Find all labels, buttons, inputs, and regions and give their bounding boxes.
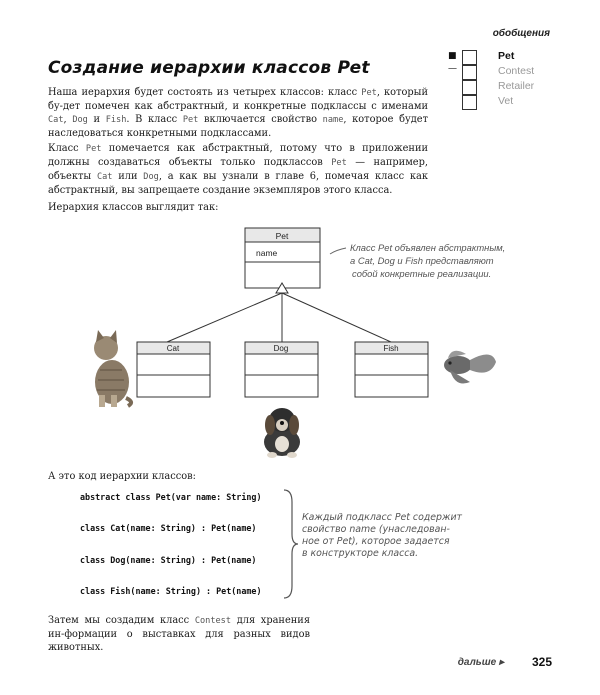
page-heading: Создание иерархии классов Pet <box>48 58 370 78</box>
page-number: 325 <box>531 655 552 669</box>
code-line: abstract class Pet(var name: String) <box>80 492 262 502</box>
abstract-paragraph: Класс Pet помечается как абстрактный, потому что в приложении должны создаваться объекты только подклассов Pet — например, объекты Cat или Dog, а как вы узнали в главе 6, помечая класс как абстрактный, вы запрещаете создание экземпляров этого класса. <box>48 143 429 196</box>
dog-illustration <box>264 408 300 458</box>
cat-illustration <box>94 330 131 407</box>
note-line: собой конкретные реализации. <box>352 268 492 279</box>
fish-illustration <box>444 351 496 384</box>
inheritance-line-cat <box>167 293 282 342</box>
checkbox-icon <box>462 95 477 110</box>
checkbox-icon <box>462 80 477 95</box>
code-brace-icon <box>280 488 300 600</box>
note-line: ное от Pet), которое задается <box>302 536 450 547</box>
code-line: class Fish(name: String) : Pet(name) <box>80 586 262 596</box>
checkbox-icon <box>462 65 477 80</box>
arrow-right-icon: ▸ <box>498 657 504 668</box>
note-line: Каждый подкласс Pet содержит <box>302 512 463 523</box>
fish-class-name: Fish <box>383 344 399 353</box>
checklist-label: Pet <box>498 50 515 62</box>
contest-paragraph: Затем мы создадим класс Contest для хранения ин-формации о выставках для разных видов животных. <box>48 615 310 653</box>
fish-class-box <box>355 342 428 397</box>
pet-class-name: Pet <box>275 231 289 241</box>
checklist-label: Retailer <box>498 80 535 92</box>
dog-class-name: Dog <box>273 344 289 353</box>
diagram-note <box>330 242 505 279</box>
checklist-label: Vet <box>498 95 514 107</box>
checklist-label: Contest <box>498 65 535 77</box>
note-line: Класс Pet объявлен абстрактным, <box>350 242 506 253</box>
checkbox-icon <box>462 50 477 65</box>
pointer-arrow-icon: ■— <box>448 51 457 74</box>
note-line: свойство name (унаследован- <box>302 524 450 535</box>
cat-class-box <box>137 342 210 397</box>
intro-paragraph: Наша иерархия будет состоять из четырех классов: класс Pet, который бу-дет помечен как абстрактный, и конкретные подклассы с именами Cat, Dog и Fish. В класс Pet включается свойство name, которое будет наследоваться конкретными подклассами. <box>48 87 429 139</box>
code-note <box>302 512 462 560</box>
code-intro: А это код иерархии классов: <box>48 471 196 482</box>
hierarchy-intro: Иерархия классов выглядит так: <box>48 202 219 213</box>
class-hierarchy-diagram <box>0 220 600 465</box>
code-line: class Cat(name: String) : Pet(name) <box>80 523 257 533</box>
pet-class-box <box>245 228 320 288</box>
dog-class-box <box>245 342 318 397</box>
section-tab: обобщения <box>492 28 550 39</box>
next-page-link[interactable]: дальше ▸ <box>457 657 504 668</box>
cat-class-name: Cat <box>166 344 180 353</box>
note-line: а Cat, Dog и Fish представляют <box>350 255 494 266</box>
pet-property-name: name <box>256 248 278 258</box>
note-line: в конструкторе класса. <box>302 548 419 559</box>
inheritance-line-fish <box>282 293 391 342</box>
code-line: class Dog(name: String) : Pet(name) <box>80 555 257 565</box>
